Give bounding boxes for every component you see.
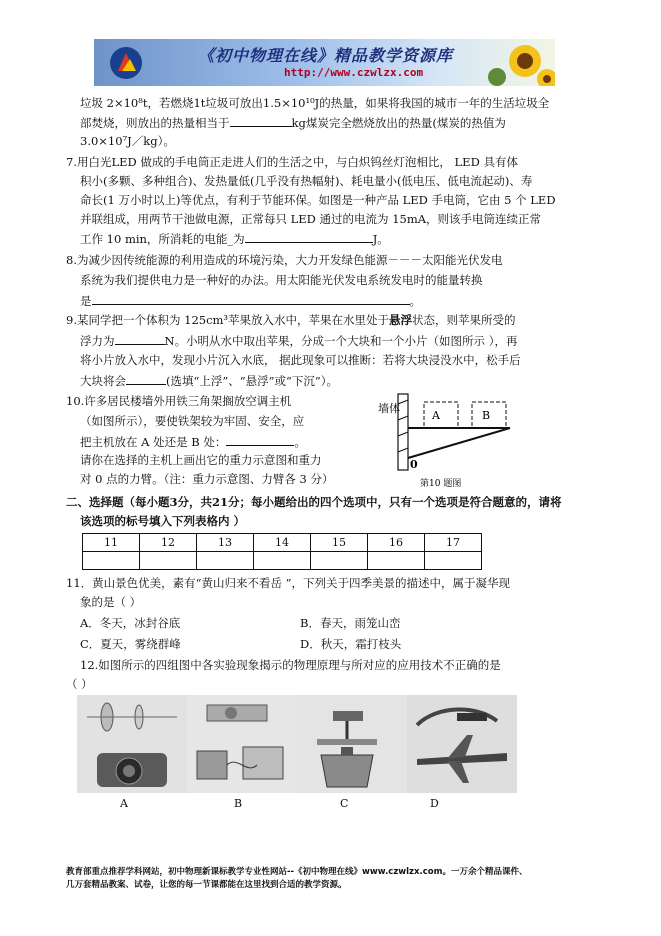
q11-option-d[interactable]: D．秋天，霜打枝头	[300, 637, 402, 651]
fig-label-a: A	[432, 409, 440, 422]
answer-table	[82, 533, 482, 570]
answer-table-header: 11	[83, 534, 140, 552]
q11-option-c[interactable]: C．夏天，雾绕群峰	[80, 637, 181, 651]
answer-cell[interactable]	[311, 552, 368, 570]
q8-line2: 系统为我们提供电力是一种好的办法。用太阳能光伏发电系统发电时的能量转换	[80, 273, 483, 287]
q10-bracket-figure	[374, 390, 516, 490]
q6-line3: 3.0×10⁷J／kg）。	[80, 134, 175, 148]
answer-table-header: 12	[140, 534, 197, 552]
q12-label-b: B	[234, 797, 243, 810]
q7-answer-blank[interactable]	[245, 230, 373, 243]
q7-line3: 命长(1 万小时以上)等优点，有利于节能环保。如图是一种产品 LED 手电筒，它由 5 个 LED	[80, 193, 556, 207]
answer-table-header: 15	[311, 534, 368, 552]
q8-answer-blank[interactable]	[92, 292, 410, 305]
answer-cell[interactable]	[425, 552, 482, 570]
q9-buoyancy-blank[interactable]	[115, 332, 165, 345]
footer-line2: 几万套精品教案、试卷，让您的每一节课都能在这里找到合适的教学资源。	[66, 880, 347, 890]
q10-line5: 对 0 点的力臂。（注：重力示意图、力臂各 3 分）	[80, 472, 334, 486]
q7-line4: 并联组成，用两节干池做电源，正常每只 LED 通过的电流为 15mA，则该手电筒连续正常	[80, 212, 542, 226]
q6-line2: 部焚烧，则放出的热量相当于 kg煤炭完全燃烧放出的热量(煤炭的热值为	[80, 116, 506, 130]
q12-label-a: A	[120, 797, 128, 810]
answer-cell[interactable]	[368, 552, 425, 570]
pressure-cooker-image	[297, 695, 407, 793]
fig-label-o: 0	[410, 458, 418, 471]
q11-line2: 象的是（ ）	[80, 595, 142, 609]
fig-label-b: B	[482, 409, 491, 422]
q10-answer-blank[interactable]	[226, 433, 294, 446]
airplane-image	[407, 695, 517, 793]
q9-line3: 将小片放入水中，发现小片沉入水底， 据此现象可以推断：若将大块浸没水中，松手后	[80, 353, 521, 367]
answer-table-header-row	[83, 534, 482, 552]
answer-table-header: 16	[368, 534, 425, 552]
q8-line1: 8.为减少因传统能源的利用造成的环境污染，大力开发绿色能源－－－太阳能光伏发电	[66, 253, 503, 267]
footer-line1: 教育部重点推荐学科网站，初中物理新课标教学专业性网站--《初中物理在线》www.czwlzx.com。一万余个精品课件、	[66, 867, 528, 877]
q11-option-b[interactable]: B．春天，雨笼山峦	[300, 616, 401, 630]
q12-label-c: C	[340, 797, 349, 810]
answer-table-header: 14	[254, 534, 311, 552]
answer-table-header: 13	[197, 534, 254, 552]
fig-wall-label: 墙体	[378, 402, 400, 415]
sunflower-icon	[485, 39, 555, 86]
q9-line1: 9.某同学把一个体积为 125cm³苹果放入水中，苹果在水里处于悬浮状态，则苹果所受的	[66, 313, 516, 327]
answer-cell[interactable]	[254, 552, 311, 570]
answer-table-answer-row	[83, 552, 482, 570]
q7-line5: 工作 10 min，所消耗的电能_为 J。	[80, 232, 389, 246]
answer-cell[interactable]	[197, 552, 254, 570]
q12-label-d: D	[430, 797, 439, 810]
section2-heading: 二、选择题（每小题3分，共21分；每小题给出的四个选项中，只有一个选项是符合题意的，请将	[66, 495, 562, 509]
generator-image	[187, 695, 297, 793]
answer-cell[interactable]	[140, 552, 197, 570]
q10-line3: 把主机放在 A 处还是 B 处： 。	[80, 435, 306, 449]
banner-url[interactable]: http://www.czwlzx.com	[284, 66, 424, 79]
q7-line1: 7.用白光LED 做成的手电筒正走进人们的生活之中，与白炽钨丝灯泡相比， LED 具有体	[66, 155, 518, 169]
q9-choice-blank[interactable]	[126, 372, 166, 385]
q12-line2: （ ）	[66, 677, 93, 691]
q10-line1: 10.许多居民楼墙外用铁三角架搁放空调主机	[66, 394, 292, 408]
lens-camera-image	[77, 695, 187, 793]
fig-caption: 第10 题图	[420, 479, 462, 489]
q10-line4: 请你在选择的主机上画出它的重力示意图和重力	[80, 453, 322, 467]
answer-cell[interactable]	[83, 552, 140, 570]
q6-line1: 垃圾 2×10⁸t，若燃烧1t垃圾可放出1.5×10¹⁰J的热量，如果将我国的城市一年的生活垃圾全	[80, 96, 550, 110]
banner-title: 《初中物理在线》精品教学资源库	[198, 46, 454, 65]
q9-line2: 浮力为 N。小明从水中取出苹果，分成一个大块和一个小片（如图所示 ），再	[80, 334, 518, 348]
q11-line1: 11．黄山景色优美，素有“黄山归来不看岳 ”，下列关于四季美景的描述中，属于凝华现	[66, 576, 511, 590]
q10-line2: （如图所示），要使铁架较为牢固、安全，应	[80, 414, 305, 428]
answer-table-header: 17	[425, 534, 482, 552]
q6-answer-blank[interactable]	[230, 114, 292, 127]
q7-line2: 积小(多颗、多种组合)、发热量低(几乎没有热幅射)、耗电量小(低电压、低电流起动)、寿	[80, 174, 533, 188]
q9-line4: 大块将会 (选填“上浮”、“悬浮”或“下沉”）。	[80, 374, 339, 388]
section2-heading-line2: 该选项的标号填入下列表格内 ）	[80, 514, 246, 528]
q11-option-a[interactable]: A．冬天，冰封谷底	[80, 616, 181, 630]
site-logo-icon	[108, 45, 144, 81]
header-banner	[94, 39, 555, 86]
q12-experiment-images	[77, 695, 517, 793]
q12-line1: 12.如图所示的四组图中各实验现象揭示的物理原理与所对应的应用技术不正确的是	[80, 658, 501, 672]
q8-line3: 是 。	[80, 294, 421, 308]
